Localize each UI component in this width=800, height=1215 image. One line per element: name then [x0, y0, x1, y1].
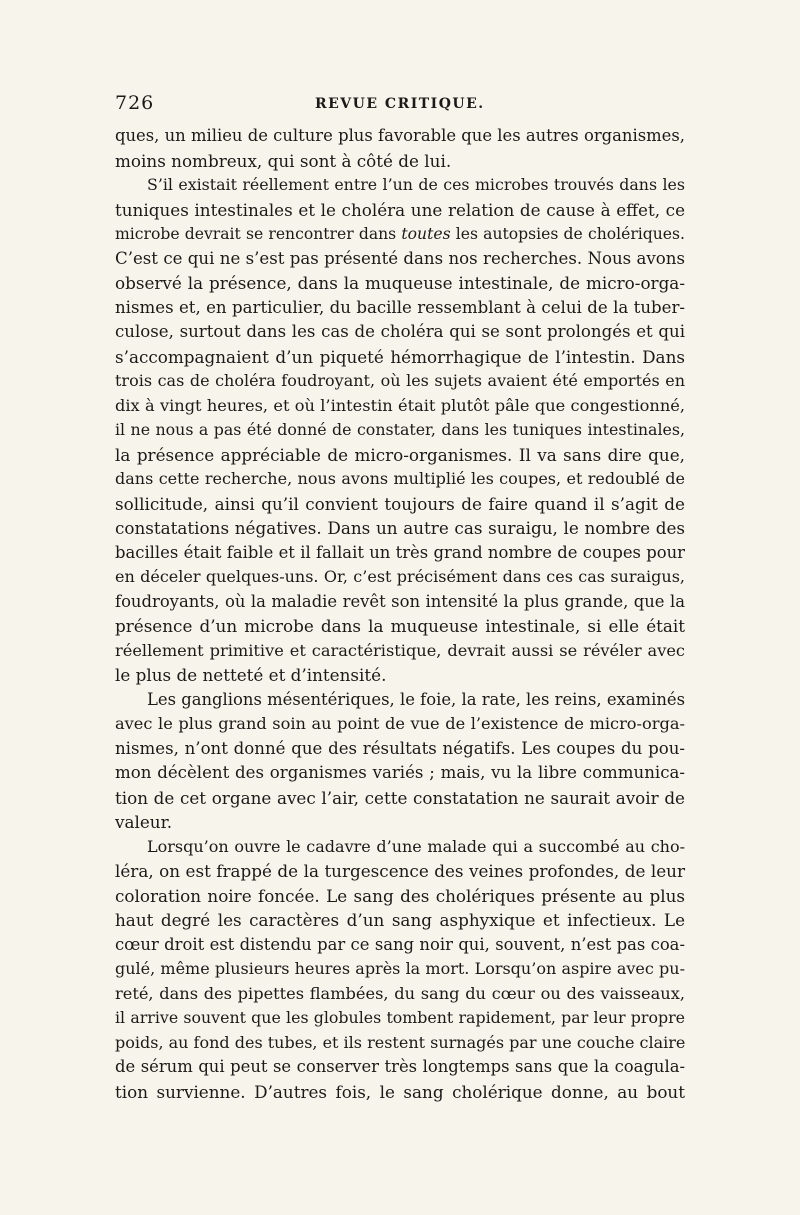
- text-line: dans cette recherche, nous avons multiplié les coupes, et redoublé de: [115, 469, 685, 488]
- paragraph-start-line: Les ganglions mésentériques, le foie, la rate, les reins, examinés: [147, 689, 685, 709]
- emphasized-word: toutes: [401, 225, 451, 243]
- text-line: observé la présence, dans la muqueuse intestinale, de micro-orga-: [115, 273, 685, 293]
- text-line: il ne nous a pas été donné de constater, dans les tuniques intestinales,: [115, 420, 685, 439]
- text-line: haut degré les caractères d’un sang asphyxique et infectieux. Le: [115, 910, 685, 930]
- body-text: [115, 124, 685, 1104]
- text-line: coloration noire foncée. Le sang des cholériques présente au plus: [115, 885, 685, 906]
- text-line: réellement primitive et caractéristique, devrait aussi se révéler avec: [115, 640, 685, 660]
- text-line: tion de cet organe avec l’air, cette constatation ne saurait avoir de: [115, 787, 685, 808]
- text-line: moins nombreux, qui sont à côté de lui.: [115, 150, 452, 171]
- text-line: poids, au fond des tubes, et ils restent surnagés par une couche claire: [115, 1032, 686, 1052]
- running-title: REVUE CRITIQUE.: [315, 96, 485, 112]
- text-line-with-emphasis: [115, 222, 685, 247]
- text-line: tuniques intestinales et le choléra une relation de cause à effet, ce: [115, 199, 685, 220]
- text-line: la présence appréciable de micro-organismes. Il va sans dire que,: [115, 444, 685, 465]
- text-line: ques, un milieu de culture plus favorable que les autres organismes,: [115, 126, 685, 145]
- text-line: il arrive souvent que les globules tombent rapidement, par leur propre: [115, 1008, 685, 1027]
- text-line: trois cas de choléra foudroyant, où les sujets avaient été emportés en: [115, 371, 685, 390]
- text-line: de sérum qui peut se conserver très longtemps sans que la coagula-: [115, 1057, 685, 1076]
- text-line: s’accompagnaient d’un piqueté hémorrhagique de l’intestin. Dans: [115, 346, 685, 367]
- text-line: en déceler quelques-uns. Or, c’est précisément dans ces cas suraigus,: [115, 567, 685, 586]
- text-line: foudroyants, où la maladie revêt son intensité la plus grande, que la: [115, 591, 685, 611]
- text-line: sollicitude, ainsi qu’il convient toujours de faire quand il s’agit de: [115, 493, 685, 514]
- text-line: gulé, même plusieurs heures après la mort. Lorsqu’on aspire avec pu-: [115, 959, 685, 978]
- text-line: constatations négatives. Dans un autre cas suraigu, le nombre des: [115, 518, 685, 538]
- text-line: mon décèlent des organismes variés ; mais, vu la libre communica-: [115, 763, 685, 782]
- text-line: avec le plus grand soin au point de vue de l’existence de micro-orga-: [115, 714, 685, 733]
- text-line: léra, on est frappé de la turgescence des veines profondes, de leur: [115, 861, 685, 881]
- text-run: microbe devrait se rencontrer dans: [115, 225, 402, 243]
- text-run: les autopsies de cholériques.: [450, 225, 685, 243]
- text-line: nismes, n’ont donné que des résultats négatifs. Les coupes du pou-: [115, 738, 685, 758]
- text-line: valeur.: [115, 812, 173, 832]
- text-line: tion survienne. D’autres fois, le sang cholérique donne, au bout: [115, 1081, 685, 1102]
- text-line: cœur droit est distendu par ce sang noir qui, souvent, n’est pas coa-: [115, 934, 685, 954]
- text-line: présence d’un microbe dans la muqueuse intestinale, si elle était: [115, 616, 685, 636]
- text-line: nismes et, en particulier, du bacille ressemblant à celui de la tuber-: [115, 297, 685, 317]
- text-line: le plus de netteté et d’intensité.: [115, 665, 387, 685]
- text-line: dix à vingt heures, et où l’intestin était plutôt pâle que congestionné,: [115, 395, 685, 415]
- paragraph-start-line: S’il existait réellement entre l’un de ces microbes trouvés dans les: [147, 175, 685, 194]
- page-number: 726: [115, 92, 155, 114]
- paragraph-start-line: Lorsqu’on ouvre le cadavre d’une malade qui a succombé au cho-: [147, 836, 685, 856]
- text-line: bacilles était faible et il fallait un très grand nombre de coupes pour: [115, 542, 685, 562]
- text-line: C’est ce qui ne s’est pas présenté dans nos recherches. Nous avons: [115, 248, 685, 268]
- text-line: culose, surtout dans les cas de choléra qui se sont prolongés et qui: [115, 322, 685, 341]
- text-line: reté, dans des pipettes flambées, du sang du cœur ou des vaisseaux,: [115, 983, 685, 1003]
- page-header: [115, 92, 685, 120]
